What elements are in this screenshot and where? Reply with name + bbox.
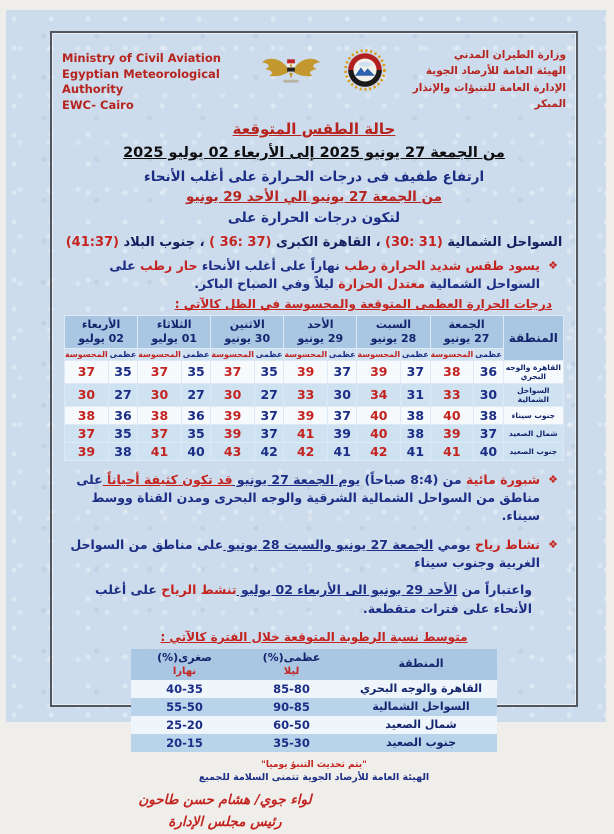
wind-text-seg: نشاط رياح: [470, 537, 540, 553]
wind-continuation-line: [62, 581, 566, 617]
max-subheader: عظمى: [109, 349, 137, 359]
day-header: الثلاثاء 01 يوليو: [138, 316, 211, 349]
felt-subheader: المحسوسة: [211, 349, 254, 359]
temp-table-subheader-row: [65, 348, 564, 360]
day-header: الجمعة 27 يونيو: [430, 316, 503, 349]
summary-line-2: من الجمعة 27 يونيو الي الأحد 29 يونيو: [185, 189, 443, 206]
south-country-temps: (41:37): [65, 235, 119, 251]
max-subheader: عظمى: [401, 349, 429, 359]
diamond-bullet-icon: ❖: [548, 472, 558, 486]
max-subheader: عظمى: [182, 349, 210, 359]
table-row: السواحل الشمالية 90-85 55-50: [131, 698, 497, 716]
region-cell: القاهرة والوجه البحري: [503, 360, 563, 383]
max-subheader: عظمى: [255, 349, 283, 359]
document-paper: [6, 10, 606, 831]
heat-text-seg: على السواحل الشمالية: [109, 258, 540, 292]
table-row: السواحل الشمالية 30 33 31 34 30 33 27 30 27 30 27 30: [65, 383, 564, 406]
day-header: الاثنين 30 يونيو: [211, 316, 284, 349]
authority-name-en: Egyptian Meteorological Authority: [62, 66, 220, 97]
felt-subheader: المحسوسة: [430, 349, 474, 359]
diamond-bullet-icon: ❖: [548, 259, 558, 273]
authority-name-ar: الهيئة العامة للأرصاد الجوية: [425, 65, 566, 78]
wind-cont-seg: تنشط الرياح: [156, 582, 237, 598]
greater-cairo-label: ، القاهرة الكبرى: [271, 235, 386, 251]
max-subheader: عظمى: [475, 349, 502, 359]
region-column-header: المنطقة: [503, 316, 563, 361]
region-cell: شمال الصعيد: [503, 424, 563, 442]
day-header: السبت 28 يونيو: [357, 316, 430, 349]
humidity-header-row: [131, 649, 497, 680]
page-title: حالة الطقس المتوقعة: [232, 120, 396, 139]
temp-table-day-header-row: [65, 316, 564, 349]
signature-title: رئيس مجلس الإدارة: [168, 814, 282, 831]
summary-line-1: ارتفاع طفيف فى درجات الحـرارة على أغلب الأنحاء: [143, 169, 485, 186]
table-row: شمال الصعيد 60-50 25-20: [131, 716, 497, 734]
felt-subheader: المحسوسة: [284, 349, 328, 359]
signature-name: لواء جوي/ هشام حسن طاحون: [138, 791, 312, 808]
felt-subheader: المحسوسة: [357, 349, 401, 359]
fog-text-seg: من (8:4 صباحاً): [360, 471, 462, 487]
ministry-wings-logo-icon: [260, 52, 322, 92]
fog-text-seg: قد تكون كثيفة أحياناً: [102, 471, 233, 487]
wind-cont-seg: على أغلب الأنحاء على فترات متقطعة.: [95, 582, 532, 616]
table-row: جنوب الصعيد 35-30 20-15: [131, 734, 497, 752]
ministry-name-en: Ministry of Civil Aviation: [62, 51, 221, 65]
heat-text-seg: حار رطب: [135, 258, 198, 274]
document-frame: [50, 31, 578, 831]
signature-block: [110, 789, 340, 834]
south-country-label: ، جنوب البلاد: [118, 235, 210, 251]
wind-bullet: [62, 536, 566, 572]
wind-cont-seg: الأحد 29 يونيو الى الأربعاء 02 يوليو: [236, 582, 458, 598]
table-row: جنوب الصعيد 40 41 41 42 41 42 42 43 40 41 38 39: [65, 442, 564, 460]
region-cell: جنوب الصعيد: [503, 442, 563, 460]
north-coasts-label: السواحل الشمالية: [442, 235, 563, 251]
felt-subheader: المحسوسة: [138, 349, 181, 359]
heat-text-seg: معتدل الحرارة: [333, 276, 426, 292]
day-header: الأربعاء 02 يوليو: [65, 316, 138, 349]
greater-cairo-temps: ( 36: 37): [209, 235, 272, 251]
humidity-max-header: عظمى(%) ليلا: [238, 649, 345, 680]
wind-text-seg: الجمعة 27 يونيو والسبت 28 يونيو: [223, 537, 434, 553]
diamond-bullet-icon: ❖: [548, 538, 558, 552]
humidity-table-title: متوسط نسبة الرطوبة المتوقعة خلال الفترة كالآتي :: [160, 629, 468, 644]
table-row: القاهرة والوجه البحري 85-80 40-35: [131, 680, 497, 698]
fog-text-seg: شبورة مائية: [461, 471, 540, 487]
header-logos: [260, 41, 386, 95]
fog-bullet: [62, 471, 566, 525]
fog-text-seg: على مناطق من السواحل الشمالية الشرقية والوجه البحرى ومدن القناة ووسط سيناء.: [76, 471, 540, 524]
felt-subheader: المحسوسة: [65, 349, 108, 359]
humidity-region-header: المنطقة: [345, 649, 497, 680]
heat-text-seg: يسود طقس شديد الحرارة رطب: [339, 258, 540, 274]
wind-text-seg: على مناطق من السواحل الغربية وجنوب سيناء: [70, 537, 540, 571]
header-arabic-block: [388, 41, 566, 112]
temperature-table-title: درجات الحرارة العظمى المتوقعة والمحسوسة في الظل كالآتي :: [174, 297, 552, 312]
heat-text-seg: نهاراً على أغلب الأنحاء: [197, 258, 340, 274]
region-cell: السواحل الشمالية: [503, 383, 563, 406]
ministry-name-ar: وزارة الطيران المدني: [453, 49, 566, 61]
summary-line-3: لتكون درجات الحرارة على: [227, 210, 401, 227]
wind-cont-seg: واعتباراً من: [457, 582, 532, 598]
fog-text-seg: يوم الجمعة 27 يونيو: [232, 471, 361, 487]
region-cell: جنوب سيناء: [503, 406, 563, 424]
temperature-table: [64, 315, 564, 461]
max-subheader: عظمى: [328, 349, 356, 359]
header-english-block: [62, 41, 258, 113]
heat-text-seg: ليلاً وفي الصباح الباكر.: [194, 276, 334, 292]
forecast-date-range: من الجمعة 27 يونيو 2025 إلى الأربعاء 02 يوليو 2025: [123, 145, 505, 162]
humidity-min-header: صغرى(%) نهارا: [131, 649, 238, 680]
daily-update-note: "يتم تحديث التنبؤ يوميا": [261, 759, 367, 770]
department-name-ar: الإدارة العامة للتنبؤات والإنذار المبكر: [412, 81, 566, 110]
ewc-cairo-label: EWC- Cairo: [62, 97, 134, 112]
meteorological-authority-logo-icon: [344, 49, 386, 95]
north-coasts-temps: (30: 31): [385, 235, 443, 251]
day-header: الأحد 29 يونيو: [284, 316, 357, 349]
humidity-table: [131, 649, 497, 752]
heat-conditions-bullet: [62, 257, 566, 293]
wind-text-seg: يومي: [433, 537, 471, 553]
table-row: جنوب سيناء 38 40 38 40 37 39 37 39 36 38 36 38: [65, 406, 564, 424]
safety-wish-line: الهيئة العامة للأرصاد الجوية تتمنى السلامة للجميع: [198, 771, 430, 783]
document-header: [62, 41, 566, 113]
regional-temps-line: [62, 235, 566, 250]
table-row: القاهرة والوجه البحري 36 38 37 39 37 39 35 37 35 37 35 37: [65, 360, 564, 383]
table-row: شمال الصعيد 37 39 38 40 39 41 37 39 35 37 35 37: [65, 424, 564, 442]
